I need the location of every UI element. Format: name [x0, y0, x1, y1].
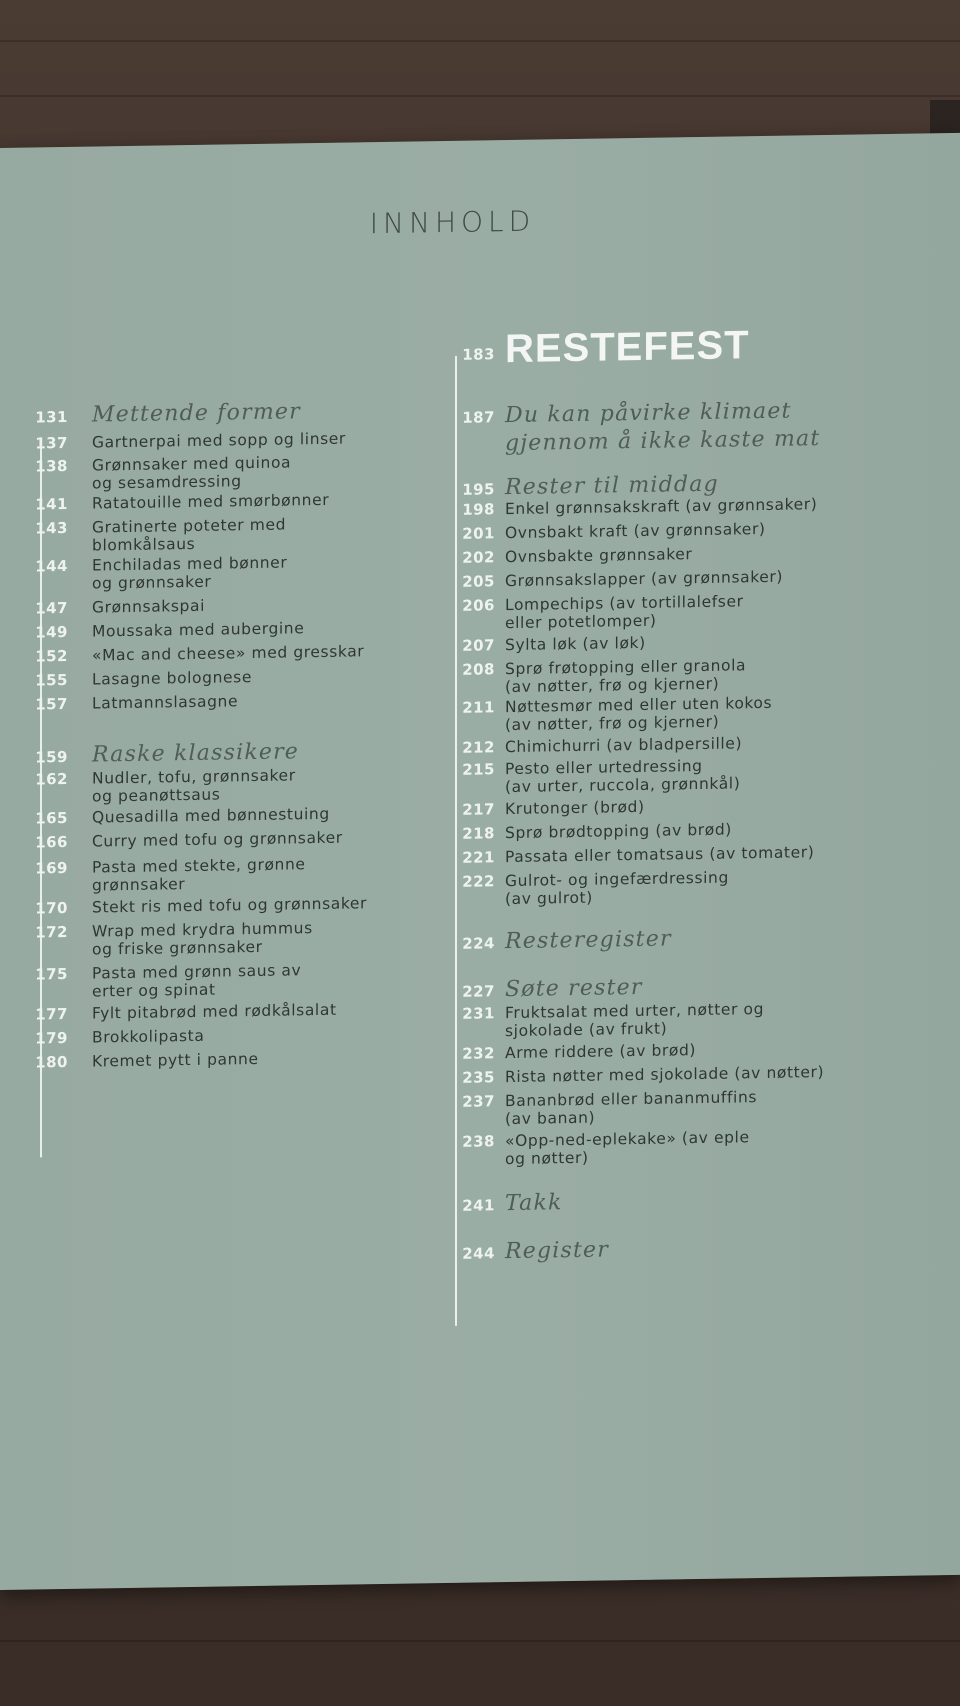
entry-title: Grønnsaker med quinoa og sesamdressing: [92, 453, 292, 493]
page-number: 208: [462, 660, 495, 679]
toc-entry: [0, 1023, 440, 1048]
toc-section-heading: [455, 1231, 925, 1265]
page-number: 211: [462, 698, 495, 717]
page-number: 224: [462, 934, 495, 953]
entry-title: Brokkolipasta: [92, 1026, 205, 1047]
page-number: 137: [35, 433, 68, 453]
entry-title: Rista nøtter med sjokolade (av nøtter): [505, 1063, 825, 1087]
page-number: 172: [35, 922, 68, 942]
entry-title: Kremet pytt i panne: [92, 1049, 259, 1071]
section-title: Rester til middag: [505, 471, 719, 501]
page-number: 244: [462, 1244, 495, 1263]
page-number: 187: [462, 408, 495, 427]
toc-entry: [0, 593, 440, 618]
entry-title: «Opp-ned-eplekake» (av eple og nøtter): [505, 1128, 750, 1169]
entry-title: Grønnsakslapper (av grønnsaker): [505, 567, 783, 591]
page-number: 232: [462, 1044, 495, 1063]
page-number: 206: [462, 596, 495, 615]
entry-title: Curry med tofu og grønnsaker: [92, 828, 343, 851]
entry-title: Wrap med krydra hummus og friske grønnsaker: [92, 919, 313, 959]
toc-entry: [455, 1085, 925, 1129]
entry-title: Ovnsbakte grønnsaker: [505, 545, 693, 567]
toc-right-column: [455, 133, 925, 1265]
entry-title: Fruktsalat med urter, nøtter og sjokolade (av frukt): [505, 999, 765, 1041]
toc-chapter-heading: [455, 320, 925, 372]
page-number: 159: [35, 747, 68, 767]
page-number: 175: [35, 964, 68, 984]
page-number: 222: [462, 872, 495, 891]
page-number: 217: [462, 800, 495, 819]
entry-title: Lasagne bolognese: [92, 668, 252, 689]
page-number: 144: [35, 556, 68, 576]
page-number: 202: [462, 548, 495, 567]
page-number: 152: [35, 646, 68, 666]
toc-section-heading: [0, 396, 440, 428]
page-number: 162: [35, 769, 68, 789]
page-number: 207: [462, 636, 495, 655]
page-number: 183: [462, 345, 495, 364]
toc-entry: [0, 665, 440, 690]
toc-entry: [0, 853, 440, 895]
page-number: 205: [462, 572, 495, 591]
page-number: 235: [462, 1068, 495, 1087]
toc-entry: [0, 451, 440, 493]
toc-section-heading: [455, 921, 925, 955]
entry-title: Gratinerte poteter med blomkålsaus: [92, 515, 287, 555]
toc-entry: [0, 893, 440, 918]
page-number: 179: [35, 1028, 68, 1048]
section-title: Takk: [505, 1190, 563, 1217]
entry-title: Passata eller tomatsaus (av tomater): [505, 843, 815, 867]
toc-section-heading: [455, 467, 925, 501]
page-number: 157: [35, 694, 68, 714]
entry-title: Pasta med stekte, grønne grønnsaker: [92, 855, 306, 895]
section-title: Mettende former: [92, 399, 301, 428]
page-number: 237: [462, 1092, 495, 1111]
toc-entry: [0, 513, 440, 555]
entry-title: Sylta løk (av løk): [505, 633, 646, 655]
toc-entry: [0, 641, 440, 666]
page-number: 131: [35, 407, 68, 427]
toc-entry: [0, 827, 440, 852]
entry-title: Fylt pitabrød med rødkålsalat: [92, 1000, 337, 1023]
page-number: 155: [35, 670, 68, 690]
toc-entry: [0, 689, 440, 714]
toc-entry: [0, 959, 440, 1001]
entry-title: Nøttesmør med eller uten kokos (av nøtter, frø og kjerner): [505, 693, 773, 735]
section-title: Søte rester: [505, 974, 643, 1003]
toc-left-column: [0, 141, 440, 1072]
entry-title: Latmannslasagne: [92, 692, 239, 713]
toc-entry: [455, 653, 925, 697]
left-divider: [40, 437, 42, 1157]
entry-title: «Mac and cheese» med gresskar: [92, 642, 365, 665]
entry-title: Stekt ris med tofu og grønnsaker: [92, 894, 367, 917]
toc-section-heading: [455, 395, 925, 457]
entry-title: Chimichurri (av bladpersille): [505, 734, 743, 757]
section-title: Du kan påvirke klimaet gjennom å ikke kaste mat: [505, 398, 821, 457]
entry-title: Moussaka med aubergine: [92, 619, 305, 641]
toc-entry: [455, 517, 925, 543]
toc-entry: [0, 617, 440, 642]
page-number: 165: [35, 808, 68, 828]
entry-title: Quesadilla med bønnestuing: [92, 804, 330, 827]
entry-title: Pesto eller urtedressing (av urter, ruccola, grønnkål): [505, 756, 741, 797]
toc-entry: [0, 803, 440, 828]
page-number: 143: [35, 518, 68, 538]
page-number: 170: [35, 898, 68, 918]
page-number: 241: [462, 1196, 495, 1215]
toc-entry: [0, 1047, 440, 1072]
page-number: 141: [35, 494, 68, 514]
page-number: 231: [462, 1004, 495, 1023]
entry-title: Sprø brødtopping (av brød): [505, 820, 732, 843]
page-number: 177: [35, 1004, 68, 1024]
toc-entry: [455, 589, 925, 633]
entry-title: Krutonger (brød): [505, 797, 645, 819]
entry-title: Bananbrød eller bananmuffins (av banan): [505, 1088, 758, 1129]
page-number: 166: [35, 832, 68, 852]
entry-title: Gartnerpai med sopp og linser: [92, 429, 346, 452]
page-number: 215: [462, 760, 495, 779]
page-number: 195: [462, 480, 495, 499]
page-title: INNHOLD: [369, 204, 536, 241]
page-number: 169: [35, 858, 68, 878]
entry-title: Gulrot- og ingefærdressing (av gulrot): [505, 868, 729, 909]
entry-title: Nudler, tofu, grønnsaker og peanøttsaus: [92, 766, 296, 806]
chapter-title: RESTEFEST: [505, 323, 750, 372]
page-number: 212: [462, 738, 495, 757]
page-number: 138: [35, 456, 68, 476]
entry-title: Enkel grønnsakskraft (av grønnsaker): [505, 495, 818, 519]
toc-entry: [0, 917, 440, 959]
page-number: 221: [462, 848, 495, 867]
page-number: 180: [35, 1052, 68, 1072]
toc-entry: [455, 865, 925, 909]
toc-section-heading: [0, 736, 440, 768]
page-number: 227: [462, 982, 495, 1001]
page-number: 198: [462, 500, 495, 519]
page-number: 147: [35, 598, 68, 618]
toc-entry: [455, 565, 925, 591]
toc-section-heading: [455, 1183, 925, 1217]
page-number: 201: [462, 524, 495, 543]
toc-entry: [455, 541, 925, 567]
entry-title: Lompechips (av tortillalefser eller potetlomper): [505, 592, 744, 633]
entry-title: Pasta med grønn saus av erter og spinat: [92, 961, 302, 1001]
toc-entry: [455, 817, 925, 843]
entry-title: Enchiladas med bønner og grønnsaker: [92, 553, 288, 593]
toc-entry: [0, 428, 440, 453]
entry-title: Arme riddere (av brød): [505, 1041, 697, 1063]
section-title: Resteregister: [505, 926, 672, 955]
page-number: 149: [35, 622, 68, 642]
toc-entry: [455, 1061, 925, 1087]
entry-title: Grønnsakspai: [92, 596, 205, 617]
page-number: 238: [462, 1132, 495, 1151]
section-title: Raske klassikere: [92, 739, 300, 768]
entry-title: Ratatouille med smørbønner: [92, 490, 330, 513]
section-title: Register: [505, 1237, 609, 1265]
toc-entry: [0, 999, 440, 1024]
entry-title: Sprø frøtopping eller granola (av nøtter, frø og kjerner): [505, 656, 747, 697]
toc-entry: [455, 841, 925, 867]
entry-title: Ovnsbakt kraft (av grønnsaker): [505, 519, 766, 543]
book-page: [0, 133, 960, 1590]
toc-section-heading: [455, 969, 925, 1003]
page-number: 218: [462, 824, 495, 843]
